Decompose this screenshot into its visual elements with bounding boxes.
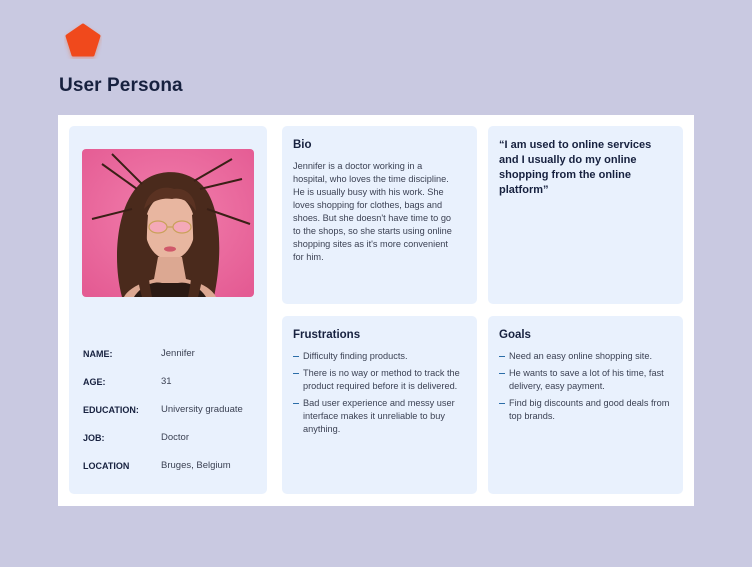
info-label-age: AGE:: [83, 377, 106, 387]
info-row-education: [83, 404, 263, 432]
persona-sheet: [58, 115, 694, 506]
frustrations-card: [282, 316, 477, 494]
bio-card: [282, 126, 477, 304]
bio-text: Jennifer is a doctor working in a hospital, who loves the time discipline. He is usually busy with his work. She loves shopping for clothes, bags and shoes. But she doesn't have time to go to the shops, so she starts using online shopping sites as it's more convenient for him.: [293, 161, 452, 262]
goal-text: Find big discounts and good deals from top brands.: [509, 398, 670, 421]
info-row-job: [83, 432, 263, 460]
list-item: [499, 367, 677, 393]
list-item: [499, 397, 677, 423]
goal-text: He wants to save a lot of his time, fast delivery, easy payment.: [509, 368, 664, 391]
frustrations-list: [293, 350, 471, 440]
profile-card: [69, 126, 267, 494]
dash-bullet-icon: [499, 373, 505, 374]
goals-list: [499, 350, 677, 427]
pentagon-logo-icon: [64, 23, 102, 59]
frustration-text: Difficulty finding products.: [303, 351, 408, 361]
persona-photo: [82, 149, 254, 297]
profile-info: [83, 348, 263, 488]
info-label-education: EDUCATION:: [83, 405, 139, 415]
list-item: [293, 397, 471, 436]
info-value-job: Doctor: [161, 432, 189, 443]
quote-card: [488, 126, 683, 304]
dash-bullet-icon: [293, 356, 299, 357]
info-label-location: LOCATION: [83, 461, 130, 471]
list-item: [293, 367, 471, 393]
info-value-name: Jennifer: [161, 348, 195, 359]
info-value-education: University graduate: [161, 404, 243, 415]
frustrations-title: Frustrations: [293, 329, 361, 341]
bio-title: Bio: [293, 139, 312, 151]
list-item: [293, 350, 471, 363]
quote-text: “I am used to online services and I usually do my online shopping from the online platform”: [499, 139, 652, 196]
goal-text: Need an easy online shopping site.: [509, 351, 653, 361]
info-row-name: [83, 348, 263, 376]
dash-bullet-icon: [499, 403, 505, 404]
info-label-name: NAME:: [83, 349, 113, 359]
list-item: [499, 350, 677, 363]
dash-bullet-icon: [293, 373, 299, 374]
goals-card: [488, 316, 683, 494]
dash-bullet-icon: [293, 403, 299, 404]
info-value-age: 31: [161, 376, 172, 387]
info-row-age: [83, 376, 263, 404]
frustration-text: Bad user experience and messy user interface makes it unreliable to buy anything.: [303, 398, 455, 434]
goals-title: Goals: [499, 329, 531, 341]
dash-bullet-icon: [499, 356, 505, 357]
page-title: User Persona: [59, 75, 183, 96]
info-label-job: JOB:: [83, 433, 105, 443]
info-row-location: [83, 460, 263, 488]
frustration-text: There is no way or method to track the product required before it is delivered.: [303, 368, 460, 391]
info-value-location: Bruges, Belgium: [161, 460, 231, 471]
